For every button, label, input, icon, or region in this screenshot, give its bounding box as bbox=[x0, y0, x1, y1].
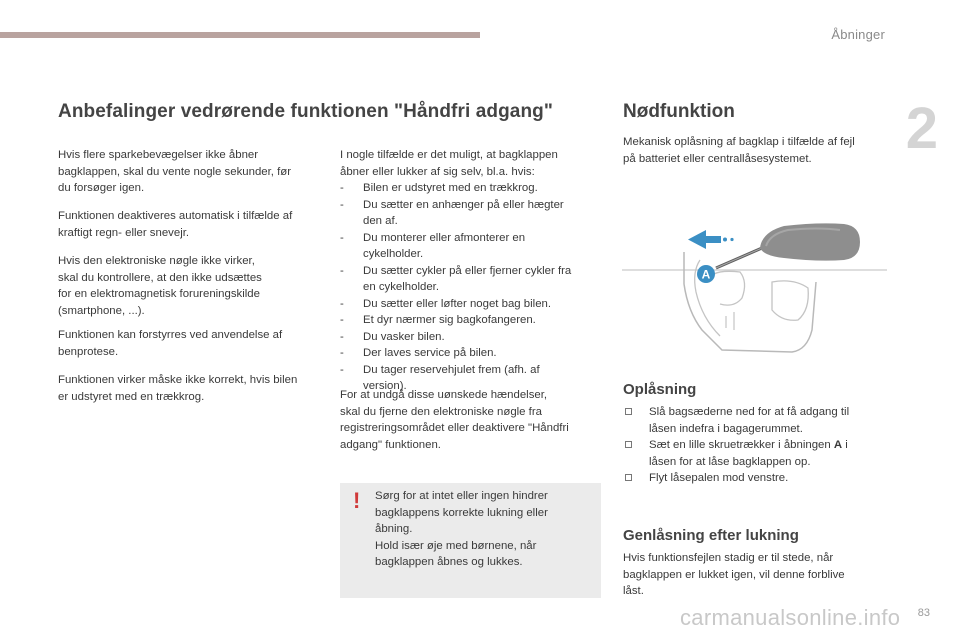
warning-exclamation-icon: ! bbox=[353, 488, 361, 513]
recommendation-paragraph: Funktionen deaktiveres automatisk i tilfælde af kraftigt regn- eller snevejr. bbox=[58, 210, 293, 239]
self-opening-outro: For at undgå disse uønskede hændelser, skal du fjerne den elektroniske nøgle fra registreringsområdet eller deaktivere "Håndfri adgang" funktionen. bbox=[340, 389, 569, 451]
step-item: Flyt låsepalen mod venstre. bbox=[623, 470, 893, 487]
unlocking-steps bbox=[623, 404, 893, 487]
chapter-number: 2 bbox=[905, 96, 938, 161]
watermark: carmanualsonline.info bbox=[680, 605, 901, 630]
list-item: - Et dyr nærmer sig bagkofangeren. bbox=[340, 314, 536, 326]
figure-label-a: A bbox=[701, 267, 711, 282]
list-item: - Du monterer eller afmonterer en cykelholder. bbox=[340, 231, 526, 260]
self-opening-cause-list bbox=[340, 180, 605, 395]
page-number: 83 bbox=[917, 607, 930, 619]
checkbox-bullet-icon bbox=[625, 441, 632, 448]
tailgate-lock-illustration bbox=[622, 212, 887, 364]
list-item: - Du sætter en anhænger på eller hægter den af. bbox=[340, 198, 564, 227]
checkbox-bullet-icon bbox=[625, 408, 632, 415]
tailgate-lock-drawing bbox=[622, 212, 887, 364]
warning-text: Sørg for at intet eller ingen hindrer bagklappens korrekte lukning eller åbning. Hold især øje med børnene, når bagklappen åbnes og lukkes. bbox=[375, 490, 548, 568]
list-item: - Du sætter cykler på eller fjerner cykler fra en cykelholder. bbox=[340, 264, 572, 293]
recommendation-paragraph: Hvis flere sparkebevægelser ikke åbner bagklappen, skal du vente nogle sekunder, før du forsøger igen. bbox=[58, 149, 292, 194]
section-label: Åbninger bbox=[831, 27, 885, 42]
recommendation-paragraph: Hvis den elektroniske nøgle ikke virker, skal du kontrollere, at den ikke udsættes for en elektromagnetisk forureningskilde (smartphone, ...). bbox=[58, 255, 262, 317]
list-item: - Du vasker bilen. bbox=[340, 330, 445, 343]
list-item: - Du sætter eller løfter noget bag bilen. bbox=[340, 297, 552, 310]
self-opening-intro: I nogle tilfælde er det muligt, at bagklappen åbner eller lukker af sig selv, bl.a. hvis: bbox=[340, 149, 558, 178]
list-item: - Bilen er udstyret med en trækkrog. bbox=[340, 182, 538, 194]
header-accent-bar bbox=[0, 32, 480, 38]
unlocking-title: Oplåsning bbox=[623, 381, 697, 398]
step-item: Slå bagsæderne ned for at få adgang til låsen indefra i bagagerummet. bbox=[623, 404, 893, 437]
relocking-text: Hvis funktionsfejlen stadig er til stede, når bagklappen er lukket igen, vil denne forblive låst. bbox=[623, 552, 845, 597]
checkbox-bullet-icon bbox=[625, 474, 632, 481]
emergency-function-title: Nødfunktion bbox=[623, 101, 735, 122]
warning-box bbox=[340, 483, 601, 598]
list-item: - Du tager reservehjulet frem (afh. af version). bbox=[340, 363, 540, 392]
recommendation-paragraph: Funktionen virker måske ikke korrekt, hvis bilen er udstyret med en trækkrog. bbox=[58, 374, 298, 403]
step-item: Sæt en lille skruetrækker i åbningen A i låsen for at låse bagklappen op. bbox=[623, 437, 893, 470]
emergency-function-intro: Mekanisk oplåsning af bagklap i tilfælde af fejl på batteriet eller centrallåsesystemet. bbox=[623, 136, 855, 165]
list-item: - Der laves service på bilen. bbox=[340, 347, 497, 359]
relocking-title: Genlåsning efter lukning bbox=[623, 527, 799, 544]
recommendations-title: Anbefalinger vedrørende funktionen "Håndfri adgang" bbox=[58, 101, 553, 122]
recommendation-paragraph: Funktionen kan forstyrres ved anvendelse af benprotese. bbox=[58, 329, 283, 358]
